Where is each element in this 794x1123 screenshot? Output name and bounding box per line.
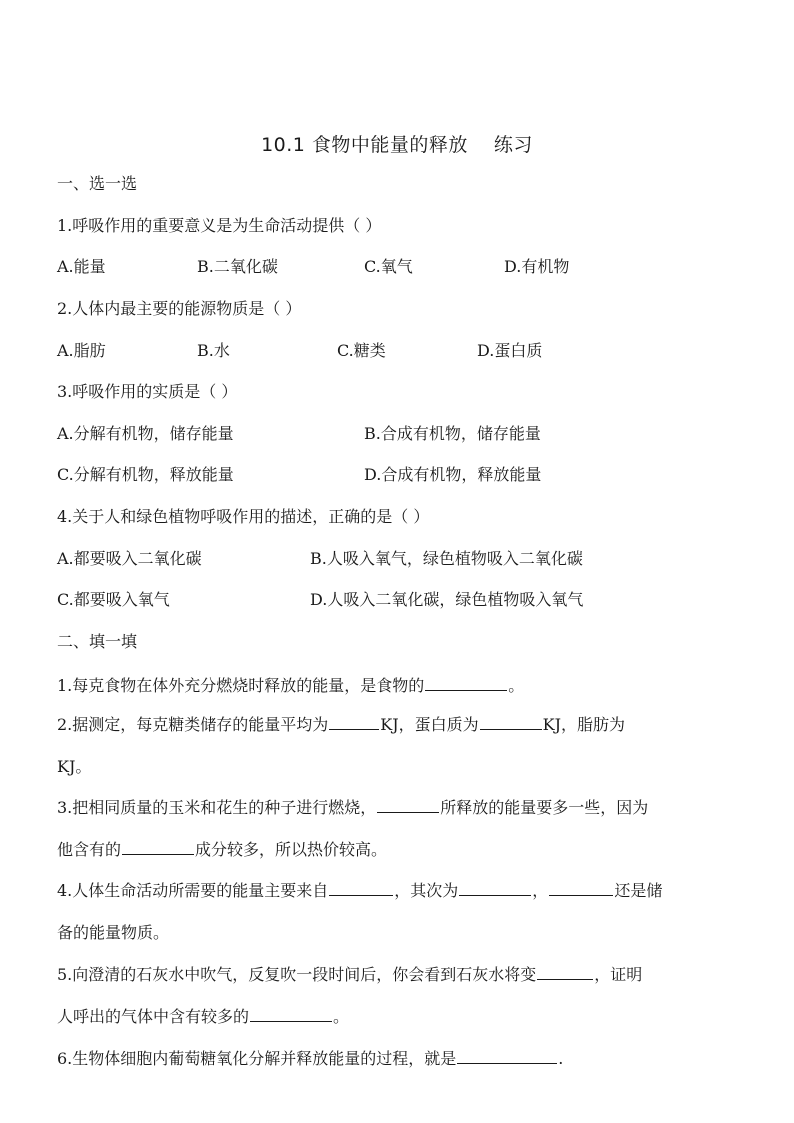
answer-blank[interactable]: [329, 713, 379, 730]
answer-blank[interactable]: [480, 713, 542, 730]
q1-option-a: A.能量: [57, 257, 106, 276]
answer-blank[interactable]: [122, 838, 194, 855]
answer-blank[interactable]: [459, 879, 531, 896]
answer-blank[interactable]: [549, 879, 613, 896]
q4-option-a: A.都要吸入二氧化碳: [57, 549, 202, 568]
section-heading-fill: 二、填一填: [57, 632, 138, 651]
q1-option-d: D.有机物: [504, 257, 570, 276]
answer-blank[interactable]: [457, 1047, 557, 1064]
q2-option-b: B.水: [197, 341, 230, 360]
fill-question-2: 2.据测定，每克糖类储存的能量平均为 KJ，蛋白质为 KJ，脂肪为 KJ。: [57, 715, 626, 776]
q3-option-d: D.合成有机物，释放能量: [364, 465, 542, 484]
section-heading-choice: 一、选一选: [57, 174, 138, 193]
answer-blank[interactable]: [329, 879, 393, 896]
fill-question-4: 4.人体生命活动所需要的能量主要来自 ，其次为 ， 还是储 备的能量物质。: [57, 881, 663, 942]
title-main: 10.1 食物中能量的释放: [261, 134, 468, 156]
answer-blank[interactable]: [250, 1005, 332, 1022]
fill-question-6: 6.生物体细胞内葡萄糖氧化分解并释放能量的过程，就是 .: [57, 1049, 564, 1068]
q2-option-a: A.脂肪: [57, 341, 106, 360]
fill-question-3: 3.把相同质量的玉米和花生的种子进行燃烧， 所释放的能量要多一些，因为 他含有的 成分较多，所以热价较高。: [57, 798, 649, 859]
q2-option-c: C.糖类: [337, 341, 386, 360]
question-1-stem: 1.呼吸作用的重要意义是为生命活动提供（ ）: [57, 216, 382, 235]
q3-option-a: A.分解有机物，储存能量: [57, 424, 234, 443]
title-suffix: 练习: [493, 134, 533, 156]
answer-blank[interactable]: [377, 796, 439, 813]
page-title: [0, 130, 794, 157]
question-3-stem: 3.呼吸作用的实质是（ ）: [57, 382, 238, 401]
fill-question-5: 5.向澄清的石灰水中吹气，反复吹一段时间后，你会看到石灰水将变 ，证明 人呼出的气体中含有较多的 。: [57, 965, 643, 1026]
question-4-stem: 4.关于人和绿色植物呼吸作用的描述，正确的是（ ）: [57, 507, 430, 526]
answer-blank[interactable]: [537, 963, 593, 980]
fill-question-1: 1.每克食物在体外充分燃烧时释放的能量，是食物的 。: [57, 676, 525, 695]
answer-blank[interactable]: [425, 674, 507, 691]
q1-option-b: B.二氧化碳: [197, 257, 278, 276]
q4-option-c: C.都要吸入氧气: [57, 590, 170, 609]
question-2-stem: 2.人体内最主要的能源物质是（ ）: [57, 299, 302, 318]
q1-option-c: C.氧气: [364, 257, 413, 276]
q4-option-b: B.人吸入氧气，绿色植物吸入二氧化碳: [310, 549, 583, 568]
q4-option-d: D.人吸入二氧化碳，绿色植物吸入氧气: [310, 590, 584, 609]
q2-option-d: D.蛋白质: [477, 341, 543, 360]
q3-option-b: B.合成有机物，储存能量: [364, 424, 541, 443]
q3-option-c: C.分解有机物，释放能量: [57, 465, 234, 484]
